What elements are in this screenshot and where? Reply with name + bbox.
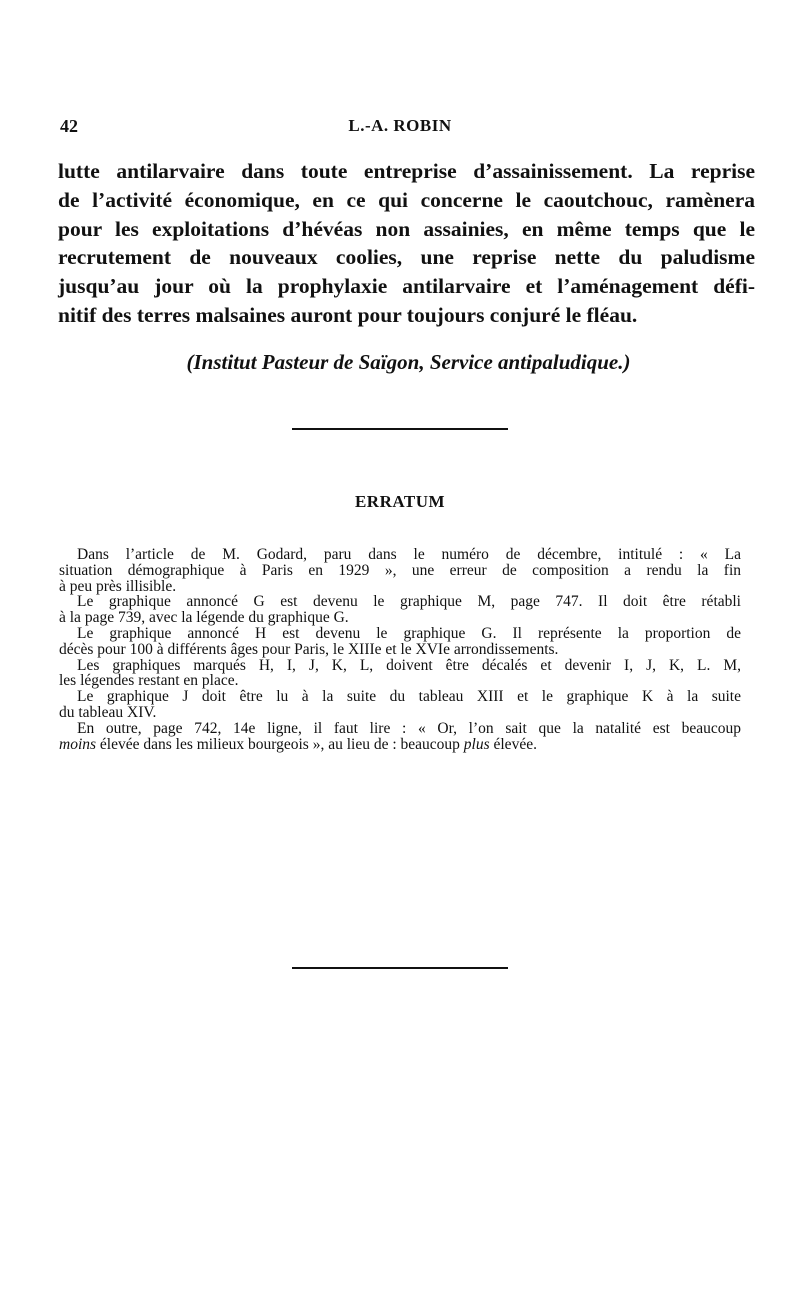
article-line: recrutement de nouveaux coolies, une reprise nette du paludisme: [58, 245, 755, 270]
article-line: nitif des terres malsaines auront pour toujours conjuré le fléau.: [58, 302, 638, 327]
section-divider-top: [292, 428, 508, 430]
erratum-line: Le graphique annoncé H est devenu le graphique G. Il représente la proportion de: [77, 624, 741, 642]
article-line: jusqu’au jour où la prophylaxie antilarvaire et l’aménagement défi-: [58, 274, 755, 299]
erratum-line: à la page 739, avec la légende du graphique G.: [59, 609, 349, 627]
page-number: 42: [60, 116, 78, 136]
erratum-line: les légendes restant en place.: [59, 672, 239, 690]
erratum-body: [59, 547, 741, 752]
erratum-line: du tableau XIV.: [59, 703, 157, 721]
emphasis-plus: plus: [463, 735, 490, 753]
erratum-text: élevée.: [489, 735, 537, 753]
erratum-line: Le graphique J doit être lu à la suite du tableau XIII et le graphique K à la suite: [77, 688, 741, 706]
article-line: de l’activité économique, en ce qui concerne le caoutchouc, ramènera: [58, 187, 755, 212]
erratum-text: élevée dans les milieux bourgeois », au lieu de : beaucoup: [96, 735, 464, 753]
erratum-line: En outre, page 742, 14e ligne, il faut lire : « Or, l’on sait que la natalité est beaucoup: [77, 719, 741, 737]
erratum-line: décès pour 100 à différents âges pour Paris, le XIIIe et le XVIe arrondissements.: [59, 640, 559, 658]
running-head: L.-A. ROBIN: [348, 116, 452, 135]
erratum-line: à peu près illisible.: [59, 577, 177, 595]
erratum-line: Le graphique annoncé G est devenu le graphique M, page 747. Il doit être rétabli: [77, 593, 741, 611]
erratum-line: Les graphiques marqués H, I, J, K, L, doivent être décalés et devenir I, J, K, L. M,: [77, 656, 741, 674]
erratum-line: [59, 737, 741, 753]
erratum-line: Dans l’article de M. Godard, paru dans le numéro de décembre, intitulé : « La: [77, 546, 741, 563]
erratum-line: situation démographique à Paris en 1929 », une erreur de composition a rendu la fin: [59, 561, 741, 579]
page-header: [60, 116, 740, 140]
erratum-title: ERRATUM: [354, 492, 446, 511]
article-body: [58, 157, 755, 330]
emphasis-moins: moins: [59, 735, 97, 753]
article-line: pour les exploitations d’hévéas non assainies, en même temps que le: [58, 216, 755, 241]
article-line: lutte antilarvaire dans toute entreprise d’assainissement. La reprise: [58, 159, 755, 183]
author-affiliation: (Institut Pasteur de Saïgon, Service antipaludique.): [186, 350, 631, 374]
section-divider-bottom: [292, 967, 508, 969]
